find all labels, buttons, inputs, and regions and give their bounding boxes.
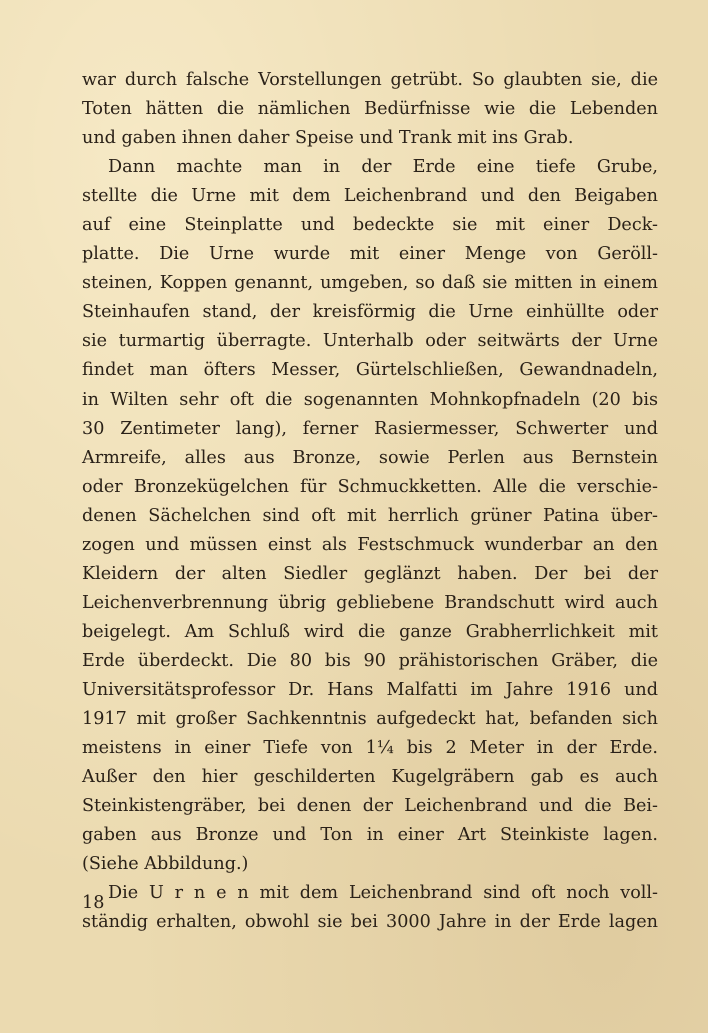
text-line: zogen und müssen einst als Festschmuck wunderbar an den <box>82 534 658 555</box>
text-line: oder Bronzekügelchen für Schmuckketten. Alle die verschie- <box>82 476 658 497</box>
text-line: Erde überdeckt. Die 80 bis 90 prähistorischen Gräber, die <box>82 650 658 671</box>
text-line: sie turmartig überragte. Unterhalb oder seitwärts der Urne <box>82 331 658 352</box>
page-number: 18 <box>82 893 105 913</box>
text-line: Armreife, alles aus Bronze, sowie Perlen aus Bernstein <box>82 447 658 468</box>
body-text <box>82 66 658 937</box>
text-line: Steinkistengräber, bei denen der Leichenbrand und die Bei- <box>82 796 658 817</box>
text-line: war durch falsche Vorstellungen getrübt. So glaubten sie, die <box>82 70 658 90</box>
text-line: Universitätsprofessor Dr. Hans Malfatti im Jahre 1916 und <box>82 679 658 700</box>
text-line: Toten hätten die nämlichen Bedürfnisse wie die Lebenden <box>82 99 658 120</box>
text-line: und gaben ihnen daher Speise und Trank mit ins Grab. <box>82 128 574 149</box>
text-line: stellte die Urne mit dem Leichenbrand und den Beigaben <box>82 186 658 207</box>
text-line: in Wilten sehr oft die sogenannten Mohnkopfnadeln (20 bis <box>82 389 658 410</box>
text-line: Außer den hier geschilderten Kugelgräbern gab es auch <box>82 767 658 788</box>
text-line: ständig erhalten, obwohl sie bei 3000 Jahre in der Erde lagen <box>82 912 658 933</box>
text-line: denen Sächelchen sind oft mit herrlich grüner Patina über- <box>82 505 658 526</box>
text-line: steinen, Koppen genannt, umgeben, so daß sie mitten in einem <box>82 273 658 294</box>
text-line: gaben aus Bronze und Ton in einer Art Steinkiste lagen. <box>82 825 658 846</box>
text-line: findet man öfters Messer, Gürtelschließen, Gewandnadeln, <box>82 360 658 381</box>
text-line: Die U r n e n mit dem Leichenbrand sind oft noch voll- <box>108 883 658 904</box>
text-line: Dann machte man in der Erde eine tiefe Grube, <box>108 157 658 178</box>
text-line: (Siehe Abbildung.) <box>82 854 249 875</box>
text-line: meistens in einer Tiefe von 1¼ bis 2 Meter in der Erde. <box>82 738 658 759</box>
text-line: Kleidern der alten Siedler geglänzt haben. Der bei der <box>82 563 658 584</box>
text-line: Leichenverbrennung übrig gebliebene Brandschutt wird auch <box>82 592 658 613</box>
text-line: Steinhaufen stand, der kreisförmig die Urne einhüllte oder <box>82 302 658 323</box>
text-line: beigelegt. Am Schluß wird die ganze Grabherrlichkeit mit <box>82 621 658 642</box>
text-line: 1917 mit großer Sachkenntnis aufgedeckt hat, befanden sich <box>82 709 658 730</box>
text-line: auf eine Steinplatte und bedeckte sie mit einer Deck- <box>82 215 658 236</box>
text-line: platte. Die Urne wurde mit einer Menge von Geröll- <box>82 244 658 265</box>
text-line: 30 Zentimeter lang), ferner Rasiermesser, Schwerter und <box>82 418 658 439</box>
